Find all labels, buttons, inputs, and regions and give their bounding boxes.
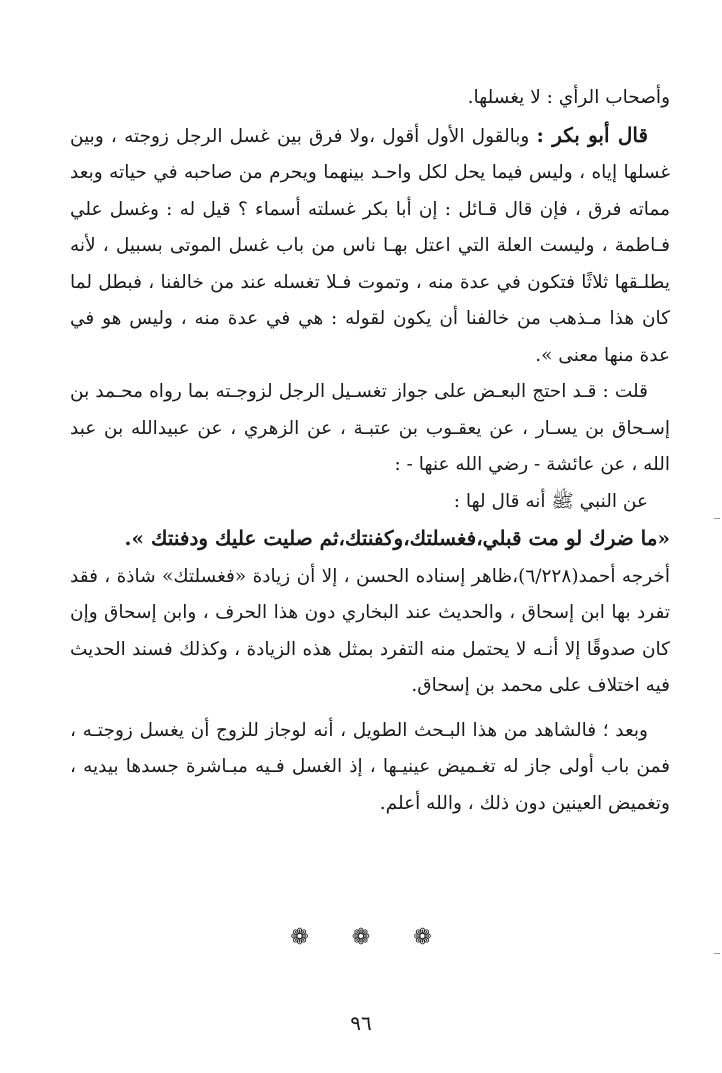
margin-tick bbox=[714, 518, 720, 519]
paragraph-3 bbox=[70, 374, 670, 484]
paragraph-6 bbox=[70, 559, 670, 705]
page-number: ٩٦ bbox=[350, 1011, 372, 1035]
speaker-label: قال أبو بكر : bbox=[536, 122, 648, 147]
paragraph-text: وبعد ؛ فالشاهد من هذا البـحث الطويل ، أنه لوجاز للزوج أن يغسل زوجتـه ، فمن باب أولى جاز له تغـميض عينيـها ، إذ الغسل فـيه مبـاشرة جسدها بيديه ، وتغميض العينين دون ذلك ، والله أعلم. bbox=[70, 719, 670, 814]
ornament-icon: ❁ bbox=[290, 925, 309, 950]
ornament-icon: ❁ bbox=[351, 925, 371, 950]
paragraph-text: أخرجه أحمد(٦/٢٢٨)،ظاهر إسناده الحسن ، إلا أن زيادة «فغسلتك» شاذة ، فقد تفرد بها ابن إسحاق ، والحديث عند البخاري دون هذا الحرف ، وابن إسحاق وإن كان صدوقًا إلا أنـه لا يحتمل منه التفرد بمثل هذه الزيادة ، وكذلك فسند الحديث فيه اختلاف على محمد بن إسحاق. bbox=[70, 565, 671, 696]
paragraph-2 bbox=[70, 117, 670, 375]
body-text bbox=[70, 80, 670, 822]
paragraph-7 bbox=[70, 713, 670, 823]
paragraph-text: عن النبي ﷺ أنه قال لها : bbox=[453, 490, 648, 512]
ornament-icon: ❁ bbox=[413, 925, 432, 950]
margin-tick bbox=[714, 953, 720, 954]
paragraph-text: وبالقول الأول أقول ،ولا فرق بين غسل الرجل زوجته ، وبين غسلها إياه ، وليس فيما يحل لكل واحـد بينهما ويحرم من صاحبه في حياته وبعد مماته فرق ، فإن قال قـائل : إن أبا بكر غسلته أسماء ؟ قيل له : وغسل علي فـاطمة ، وليست العلة التي اعتل بهـا ناس من باب غسل الموتى بسبيل ، لأنه يطلـقها ثلاثًا فتكون في عدة منه ، وتموت فـلا تغسله عند من خالفنا ، فبطل لما كان هذا مـذهب من خالفنا أن يكون لقوله : هي في عدة منه ، وليس هو في عدة منها معنى ». bbox=[70, 125, 670, 366]
paragraph-1 bbox=[70, 80, 670, 117]
paragraph-text: وأصحاب الرأي : لا يغسلها. bbox=[467, 87, 670, 108]
section-divider bbox=[0, 925, 722, 950]
paragraph-text: قلت : قـد احتج البعـض على جواز تغسـيل الرجل لزوجـته بما رواه محـمد بن إسـحاق بن يسـار ، عن يعقـوب بن عتبـة ، عن الزهري ، عن عبيدالله بن عبد الله ، عن عائشة - رضي الله عنها - : bbox=[70, 381, 670, 475]
hadith-quote bbox=[70, 520, 670, 559]
hadith-text: «ما ضرك لو مت قبلي،فغسلتك،وكفنتك،ثم صليت عليك ودفنتك ». bbox=[124, 526, 670, 550]
paragraph-4 bbox=[70, 484, 670, 521]
